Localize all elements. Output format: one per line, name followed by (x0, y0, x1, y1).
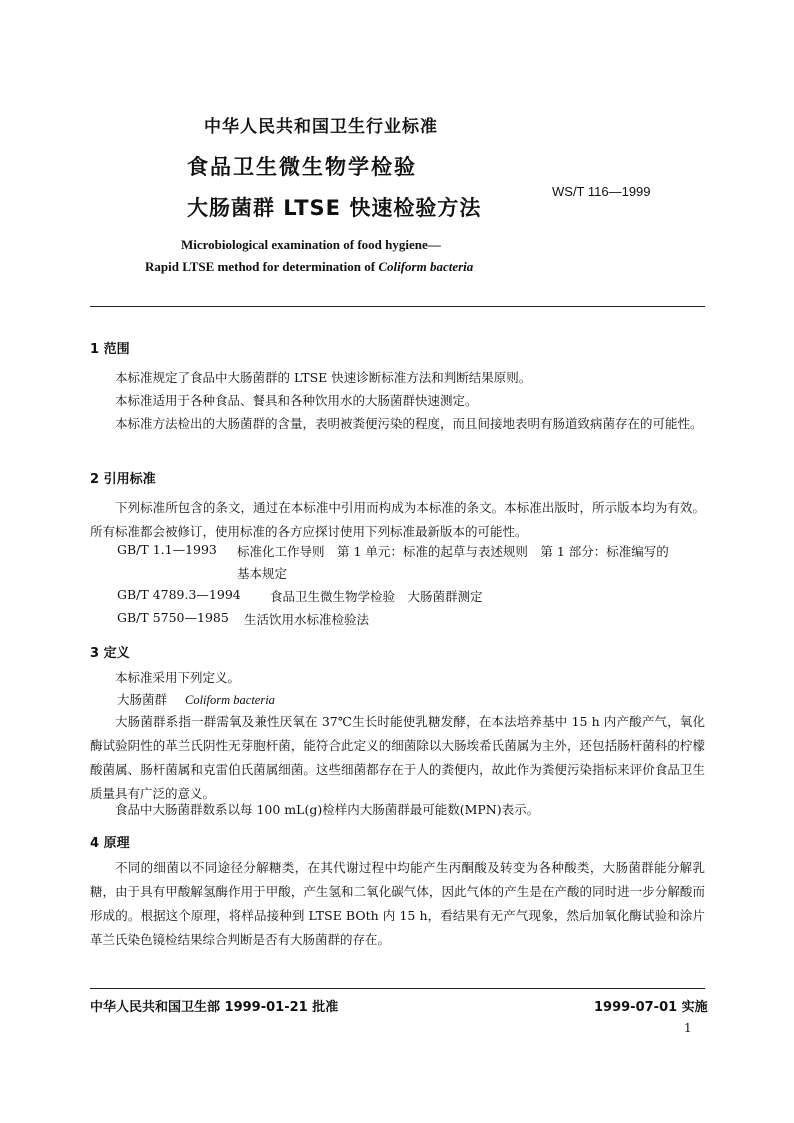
definitions-paragraph-1: 本标准采用下列定义。 (115, 670, 241, 685)
scope-paragraph-2: 本标准适用于各种食品、餐具和各种饮用水的大肠菌群快速测定。 (115, 393, 478, 408)
scope-paragraph-1: 本标准规定了食品中大肠菌群的 LTSE 快速诊断标准方法和判断结果原则。 (115, 370, 532, 385)
section-heading-scope: 1 范围 (90, 342, 130, 357)
definitions-paragraph-2: 大肠菌群系指一群需氧及兼性厌氧在 37℃生长时能使乳糖发酵，在本法培养基中 15 h 内产酸产气，氧化酶试验阴性的革兰氏阴性无芽胞杆菌，能符合此定义的细菌除以大肠埃希氏菌属为主外，还包括肠杆菌科的柠檬酸菌属、肠杆菌属和克雷伯氏菌属细菌。这些细菌都存在于人的粪便内，故此作为粪便污染指标来评价食品卫生质量具有广泛的意义。 (90, 714, 705, 801)
scope-paragraph-3: 本标准方法检出的大肠菌群的含量，表明被粪便污染的程度，而且间接地表明有肠道致病菌存在的可能性。 (115, 416, 703, 431)
footer-rule (90, 988, 705, 989)
definitions-paragraph-3: 食品中大肠菌群数系以每 100 mL(g)检样内大肠菌群最可能数(MPN)表示。 (115, 802, 540, 817)
standard-number: WS/T 116—1999 (552, 184, 651, 199)
approval-date: 中华人民共和国卫生部 1999-01-21 批准 (90, 1000, 339, 1015)
reference-name: 生活饮用水标准检验法 (244, 612, 370, 627)
reference-code: GB/T 4789.3—1994 (117, 587, 241, 602)
document-subtitle-cn: 大肠菌群 LTSE 快速检验方法 (187, 196, 482, 220)
reference-code: GB/T 1.1—1993 (117, 542, 217, 557)
reference-name: 食品卫生微生物学检验 大肠菌群测定 (270, 589, 483, 604)
section-heading-references: 2 引用标准 (90, 472, 156, 487)
header-rule (90, 306, 705, 307)
principle-paragraph: 不同的细菌以不同途径分解糖类，在其代谢过程中均能产生丙酮酸及转变为各种酸类，大肠菌群能分解乳糖，由于具有甲酸解氢酶作用于甲酸，产生氢和二氧化碳气体，因此气体的产生是在产酸的同时进一步分解酸而形成的。根据这个原理，将样品接种到 LTSE BOth 内 15 h，看结果有无产气现象，然后加氧化酶试验和涂片革兰氏染色镜检结果综合判断是否有大肠菌群的存在。 (90, 860, 705, 947)
reference-name-cont: 基本规定 (237, 566, 288, 581)
section-heading-definitions: 3 定义 (90, 646, 130, 661)
english-title-line1: Microbiological examination of food hygiene— (181, 237, 441, 252)
term-cn: 大肠菌群 (117, 692, 168, 707)
section-heading-principle: 4 原理 (90, 836, 130, 851)
issuing-authority: 中华人民共和国卫生行业标准 (204, 117, 438, 137)
english-title-line2 (145, 259, 473, 275)
term-line (117, 690, 275, 708)
reference-item-3 (117, 610, 229, 625)
effective-date: 1999-07-01 实施 (594, 1000, 708, 1015)
term-en: Coliform bacteria (185, 693, 275, 707)
english-title-prefix: Rapid LTSE method for determination of (145, 259, 379, 274)
references-paragraph: 下列标准所包含的条文，通过在本标准中引用而构成为本标准的条文。本标准出版时，所示版本均为有效。所有标准都会被修订，使用标准的各方应探讨使用下列标准最新版本的可能性。 (90, 500, 705, 539)
reference-code: GB/T 5750—1985 (117, 610, 229, 625)
reference-item-1 (117, 542, 217, 557)
page-number: 1 (684, 1021, 692, 1035)
reference-item-2 (117, 587, 241, 602)
document-title-cn: 食品卫生微生物学检验 (187, 155, 417, 179)
reference-name: 标准化工作导则 第 1 单元：标准的起草与表述规则 第 1 部分：标准编写的 (237, 544, 669, 559)
english-title-italic: Coliform bacteria (378, 259, 474, 274)
